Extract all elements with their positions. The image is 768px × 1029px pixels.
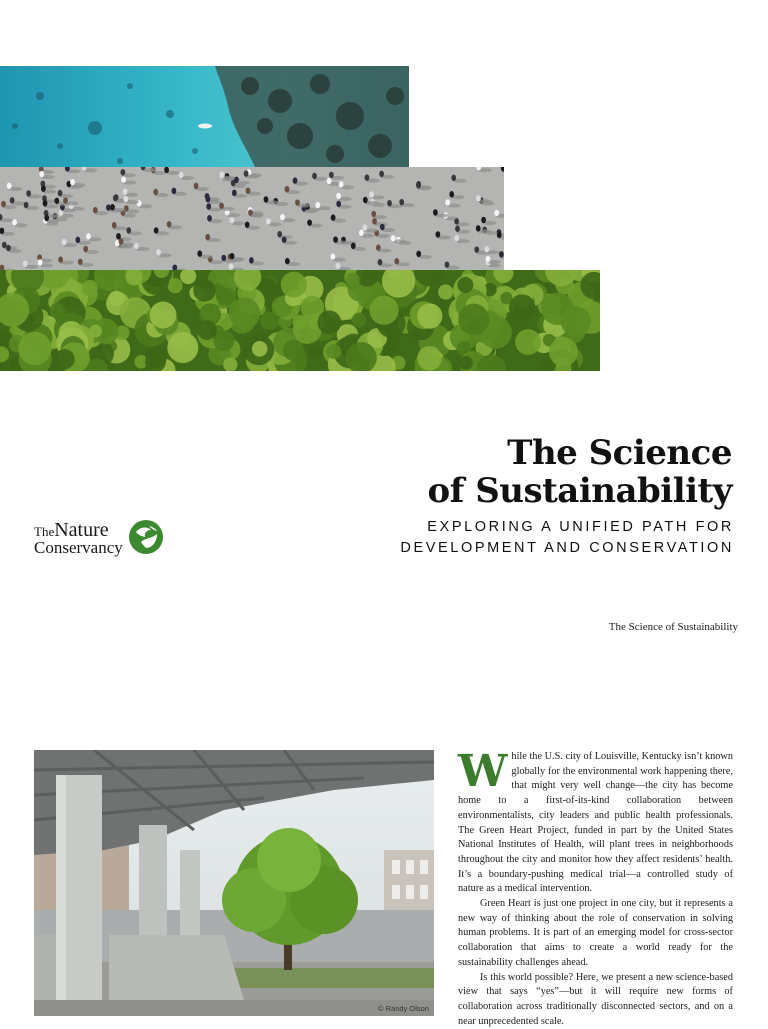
logo-word-nature: Nature xyxy=(54,519,109,541)
paragraph-1-text: hile the U.S. city of Louisville, Kentucky isn’t known globally for the environmental work happening there, that might very well change—the city has become home to a first-of-its-kind collaboration between environmentalists, city leaders and public health professionals. The Green Heart Project, funded in part by the United States National Institutes of Health, will plant trees in neighborhoods throughout the city and monitor how they affect residents’ health. It’s a boundary-pushing medical trial—a controlled study of nature as a medical intervention. xyxy=(458,751,733,895)
logo-wordmark xyxy=(34,519,123,557)
title-line-2: of Sustainability xyxy=(427,471,732,511)
logo-word-conservancy: Conservancy xyxy=(34,538,123,557)
article-body xyxy=(458,746,733,1029)
paragraph-3: Is this world possible? Here, we present a new science-based view that says “yes”—but it will require new forms of collaboration across traditionally disconnected sectors, and on a near unprecedented scale. xyxy=(458,971,733,1027)
article-subtitle xyxy=(400,517,734,559)
nature-conservancy-logo xyxy=(34,518,165,560)
title-line-1: The Science xyxy=(507,433,732,473)
underpass-tree-photo xyxy=(34,750,434,1016)
aerial-crowd-image xyxy=(0,167,504,270)
article-title xyxy=(428,434,732,510)
paragraph-1 xyxy=(458,746,733,897)
globe-leaf-icon xyxy=(127,518,165,560)
subtitle-line-2: DEVELOPMENT AND CONSERVATION xyxy=(400,540,734,556)
paragraph-2: Green Heart is just one project in one city, but it represents a new way of thinking about the role of conservation in solving human problems. It is part of an emerging model for cross-sector collaboration that aims to create a world ready for the sustainability challenges ahead. xyxy=(458,898,733,968)
drop-cap: W xyxy=(458,746,508,797)
aerial-forest-image xyxy=(0,270,600,371)
running-head: The Science of Sustainability xyxy=(608,621,738,633)
aerial-water-image xyxy=(0,66,409,167)
subtitle-line-1: EXPLORING A UNIFIED PATH FOR xyxy=(427,519,734,535)
logo-word-the: The xyxy=(34,524,55,539)
photo-credit: © Randy Olson xyxy=(378,1004,429,1013)
